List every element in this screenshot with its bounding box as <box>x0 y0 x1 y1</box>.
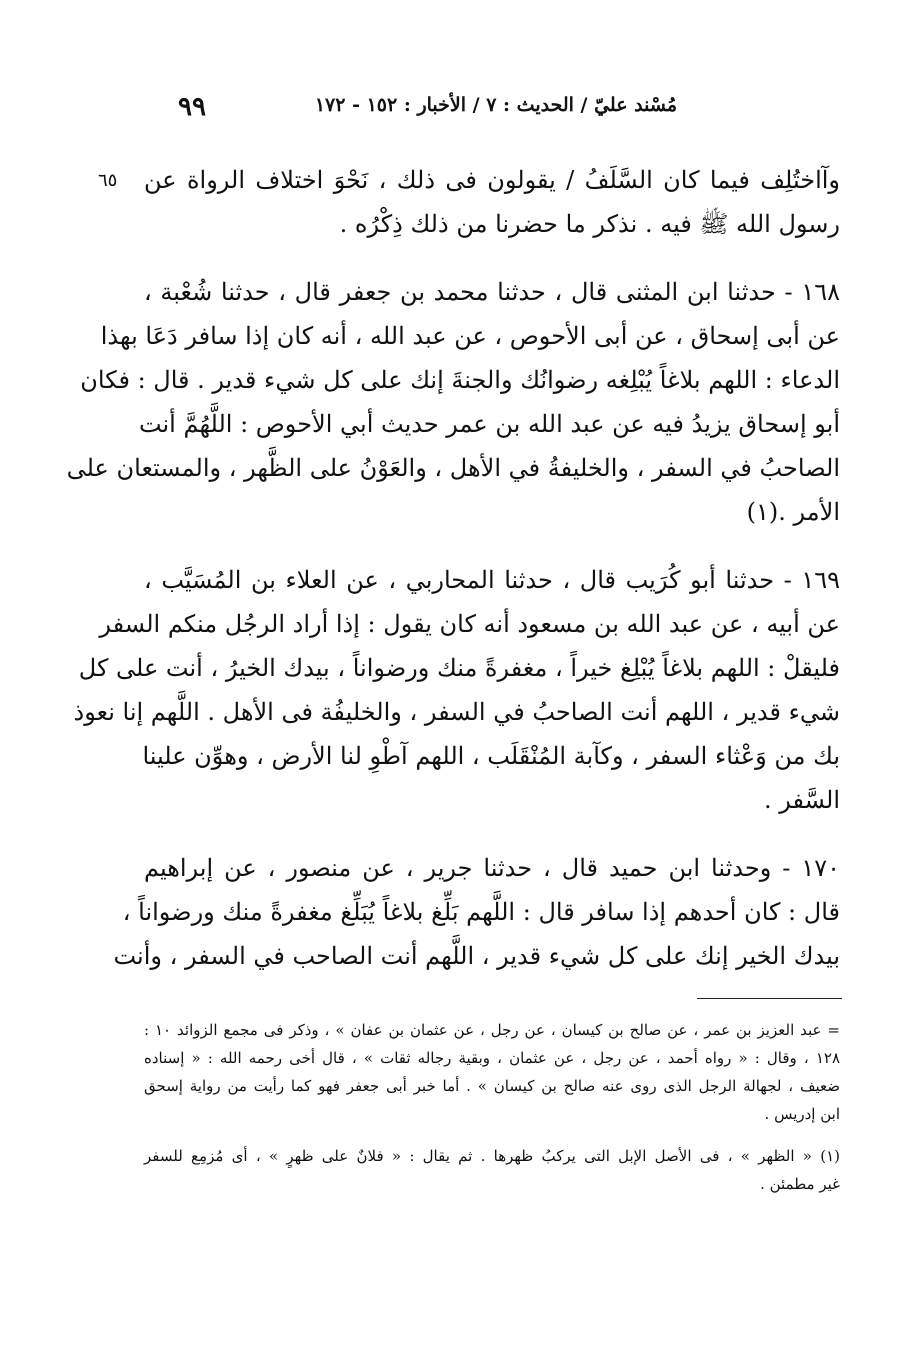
hadith-169-paragraph <box>73 558 840 822</box>
hadith-170-paragraph <box>113 846 840 978</box>
footnote-line: ابن إدريس . <box>764 1105 840 1123</box>
running-header: مُسْند عليّ / الحديث : ٧ / الأخبار : ١٥٢ - ١٧٢ <box>314 94 677 116</box>
text-line: شيء قدير ، اللهم أنت الصاحبُ في السفر ، والخليفُة فى الأهل . اللَّهم إنا نعوذ <box>73 698 840 726</box>
footnote-line: = عبد العزيز بن عمر ، عن صالح بن كيسان ، عن رجل ، عن عثمان بن عفان » ، وذكر فى مجمع الزوائد ١٠ : <box>144 1021 840 1039</box>
footnote-1 <box>144 1142 840 1198</box>
footnote-line: (١) « الظهر » ، فى الأصل الإبل التى يركبُ ظهرها . ثم يقال : « فلانٌ على ظهرٍ » ، أى مُزمِع للسفر <box>144 1147 840 1165</box>
footnote-line: ١٢٨ ، وقال : « رواه أحمد ، عن رجل ، عن عثمان ، وبقية رجاله ثقات » ، قال أخى رحمه الله : « إسناده <box>144 1049 840 1067</box>
text-line: وآاختُلِف فيما كان السَّلَفُ / يقولون فى ذلك ، نَحْوَ اختلاف الرواة عن <box>144 166 840 194</box>
text-line: ١٦٨ - حدثنا ابن المثنى قال ، حدثنا محمد بن جعفر قال ، حدثنا شُعْبة ، <box>144 278 840 306</box>
footnote-divider <box>697 998 842 999</box>
footnote-continued <box>144 1016 840 1128</box>
footnote-line: غير مطمئن . <box>760 1175 840 1193</box>
text-line: عن أبى إسحاق ، عن أبى الأحوص ، عن عبد الله ، أنه كان إذا سافر دَعَا بهذا <box>100 322 840 350</box>
text-line: الأمر .(١) <box>746 498 840 526</box>
hadith-168-paragraph <box>66 270 840 534</box>
text-line: بيدك الخير إنك على كل شيء قدير ، اللَّهم أنت الصاحب في السفر ، وأنت <box>113 942 840 970</box>
text-line: ١٦٩ - حدثنا أبو كُرَيب قال ، حدثنا المحاربي ، عن العلاء بن المُسَيَّب ، <box>144 566 840 594</box>
text-line: بك من وَعْثاء السفر ، وكآبة المُنْقَلَب ، اللهم آطْوِ لنا الأرض ، وهوِّن علينا <box>142 742 840 770</box>
footnote-line: ضعيف ، لجهالة الرجل الذى روى عنه صالح بن كيسان » . أما خبر أبى جعفر فهو كما رأيت من رواية إسحق <box>144 1077 840 1095</box>
text-line: الصاحبُ في السفر ، والخليفةُ في الأهل ، والعَوْنُ على الظَّهر ، والمستعان على <box>66 454 840 482</box>
footnotes <box>144 1016 840 1212</box>
intro-paragraph <box>144 158 840 246</box>
page-number: ٩٩ <box>178 92 206 122</box>
margin-line-number: ٦٥ <box>98 170 118 191</box>
text-line: فليقلْ : اللهم بلاغاً يُبْلِغ خيراً ، مغفرةً منك ورضواناً ، بيدك الخيرُ ، أنت على كل <box>78 654 840 682</box>
text-line: أبو إسحاق يزيدُ فيه عن عبد الله بن عمر حديث أبي الأحوص : اللَّهُمَّ أنت <box>138 410 840 438</box>
text-line: عن أبيه ، عن عبد الله بن مسعود أنه كان يقول : إذا أراد الرجُل منكم السفر <box>99 610 840 638</box>
text-line: الدعاء : اللهم بلاغاً يُبْلِغه رضوانُك والجنةَ إنك على كل شيء قدير . قال : فكان <box>80 366 840 394</box>
text-line: السَّفر . <box>763 786 840 814</box>
text-line: رسول الله ﷺ فيه . نذكر ما حضرنا من ذلك ذِكْرُه . <box>339 210 840 238</box>
text-line: قال : كان أحدهم إذا سافر قال : اللَّهم بَلِّغ بلاغاً يُبَلِّغ مغفرةً منك ورضواناً ، <box>122 898 840 926</box>
text-line: ١٧٠ - وحدثنا ابن حميد قال ، حدثنا جرير ، عن منصور ، عن إبراهيم <box>144 854 840 882</box>
